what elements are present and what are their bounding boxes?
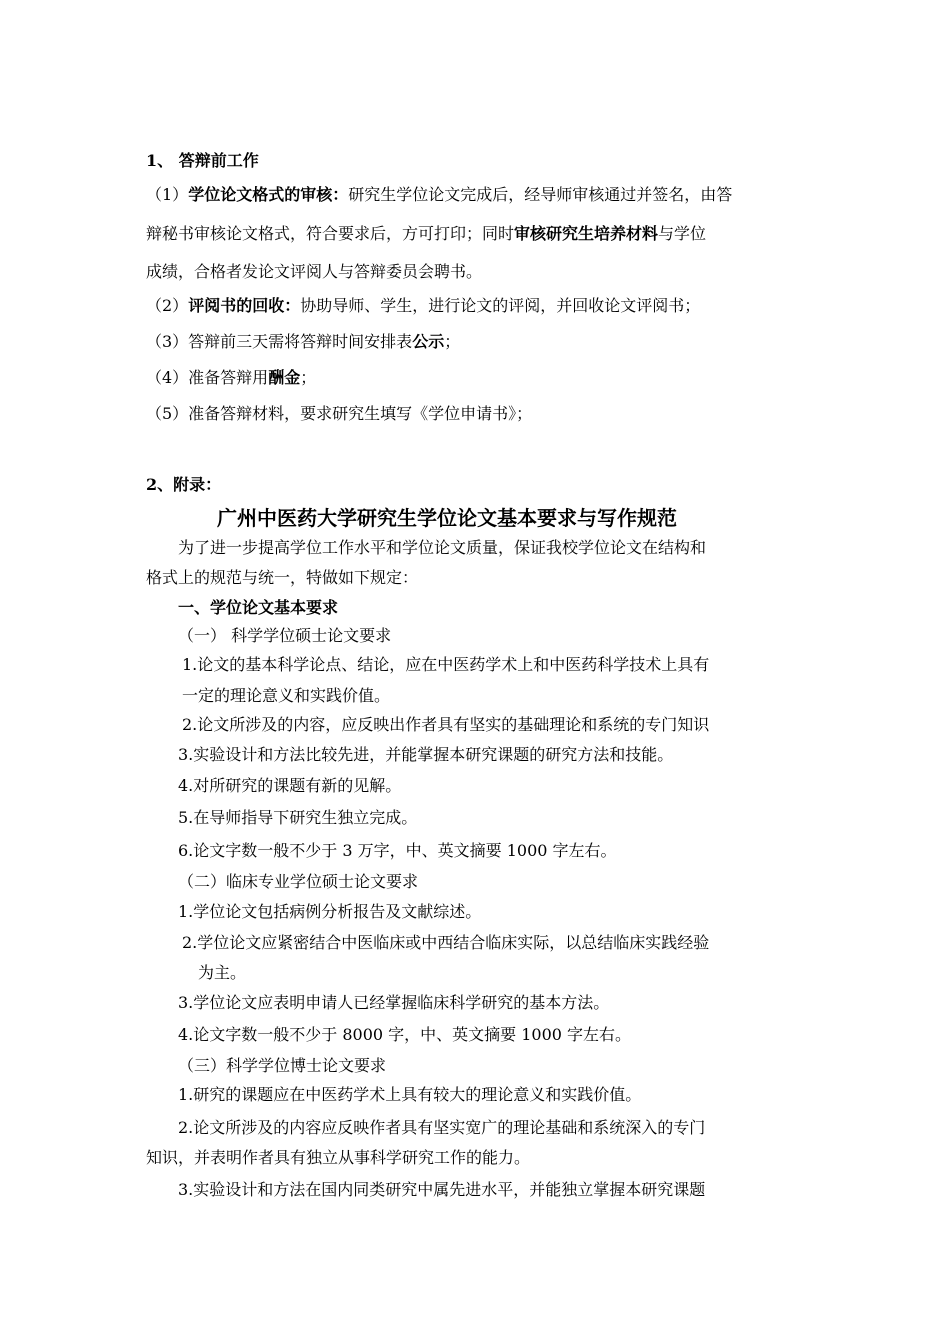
sub1-item6: 6.论文字数一般不少于 3 万字，中、英文摘要 1000 字左右。 <box>178 841 617 860</box>
item1-line1 <box>146 187 732 203</box>
sub2-item2-line1: 2.学位论文应紧密结合中医临床或中西结合临床实际，以总结临床实践经验 <box>182 933 710 952</box>
item1-bold: 学位论文格式的审核： <box>188 185 349 204</box>
item1-line3: 成绩，合格者发论文评阅人与答辩委员会聘书。 <box>146 262 483 281</box>
sub3-item2-line2: 知识，并表明作者具有独立从事科学研究工作的能力。 <box>146 1148 531 1167</box>
sub1-item4: 4.对所研究的课题有新的见解。 <box>178 776 402 795</box>
sub3-item1: 1.研究的课题应在中医药学术上具有较大的理论意义和实践价值。 <box>178 1085 642 1104</box>
item1-text1: 研究生学位论文完成后，经导师审核通过并签名，由答 <box>348 185 733 204</box>
sub2-item3: 3.学位论文应表明申请人已经掌握临床科学研究的基本方法。 <box>178 993 610 1012</box>
section1-heading: 1、 答辩前工作 <box>146 151 259 170</box>
item2-text: 协助导师、学生，进行论文的评阅，并回收论文评阅书； <box>300 296 701 315</box>
sub1-item5: 5.在导师指导下研究生独立完成。 <box>178 808 418 827</box>
sub3-item2-line1: 2.论文所涉及的内容应反映作者具有坚实宽广的理论基础和系统深入的专门 <box>178 1118 706 1137</box>
item3 <box>146 334 460 350</box>
item1-prefix: （1） <box>146 185 189 204</box>
item4-suffix: ； <box>300 368 317 387</box>
item2-bold: 评阅书的回收： <box>188 296 301 315</box>
sub1-item3: 3.实验设计和方法比较先进，并能掌握本研究课题的研究方法和技能。 <box>178 745 674 764</box>
sub2-item4: 4.论文字数一般不少于 8000 字，中、英文摘要 1000 字左右。 <box>178 1025 632 1044</box>
sub1-item1-line2: 一定的理论意义和实践价值。 <box>182 686 391 705</box>
part1-heading: 一、学位论文基本要求 <box>178 598 339 617</box>
item4-text: （4）准备答辩用 <box>146 368 269 387</box>
intro-line1: 为了进一步提高学位工作水平和学位论文质量，保证我校学位论文在结构和 <box>178 538 707 557</box>
sub1-item2: 2.论文所涉及的内容，应反映出作者具有坚实的基础理论和系统的专门知识 <box>182 715 710 734</box>
item2-prefix: （2） <box>146 296 189 315</box>
document-title: 广州中医药大学研究生学位论文基本要求与写作规范 <box>217 506 677 530</box>
sub2-item1: 1.学位论文包括病例分析报告及文献综述。 <box>178 902 482 921</box>
item4 <box>146 370 316 386</box>
sub3-heading: （三）科学学位博士论文要求 <box>178 1056 387 1075</box>
item1-text2b: 与学位 <box>658 224 707 243</box>
intro-line2: 格式上的规范与统一，特做如下规定： <box>146 568 419 587</box>
sub3-item3: 3.实验设计和方法在国内同类研究中属先进水平，并能独立掌握本研究课题 <box>178 1180 706 1199</box>
sub1-heading: （一） 科学学位硕士论文要求 <box>178 626 392 645</box>
item1-line2 <box>146 226 706 242</box>
sub1-item1-line1: 1.论文的基本科学论点、结论，应在中医药学术上和中医药科学技术上具有 <box>182 655 710 674</box>
item2 <box>146 298 700 314</box>
item3-suffix: ； <box>444 332 461 351</box>
sub2-item2-line2: 为主。 <box>198 963 247 982</box>
item3-text: （3）答辩前三天需将答辩时间安排表 <box>146 332 413 351</box>
item5: （5）准备答辩材料，要求研究生填写《学位申请书》； <box>146 404 533 423</box>
item4-bold: 酬金 <box>268 368 301 387</box>
item1-bold2: 审核研究生培养材料 <box>514 224 659 243</box>
section2-heading: 2、附录： <box>146 475 222 494</box>
sub2-heading: （二）临床专业学位硕士论文要求 <box>178 872 419 891</box>
item1-text2a: 辩秘书审核论文格式，符合要求后，方可打印；同时 <box>146 224 515 243</box>
item3-bold: 公示 <box>412 332 445 351</box>
